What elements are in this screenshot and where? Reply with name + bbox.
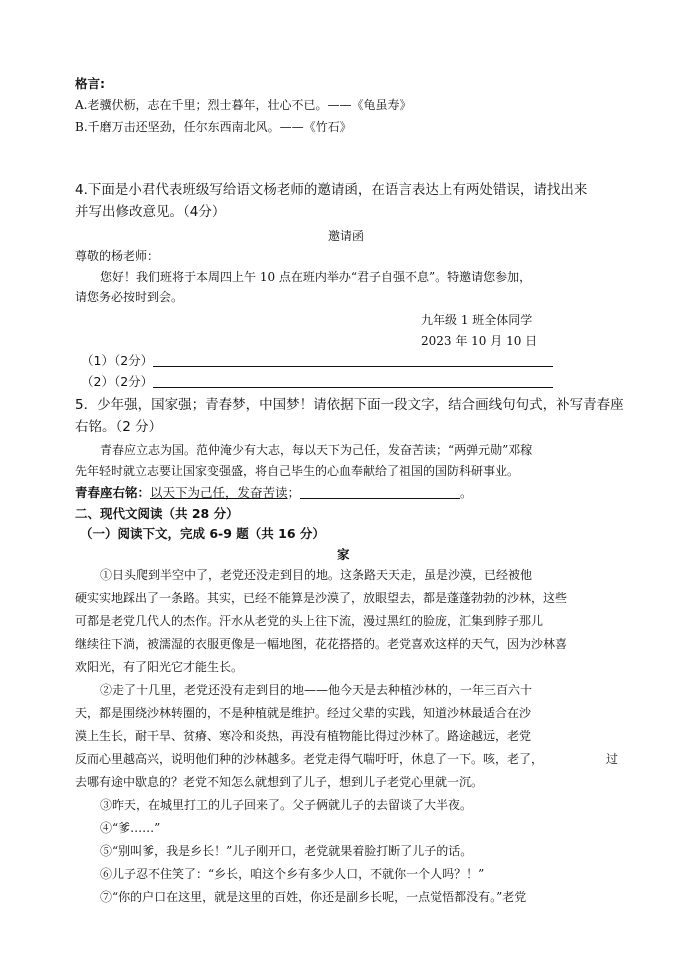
q4-answer-1-label: （1）（2分）: [81, 353, 154, 368]
letter-body-line-2: 请您务必按时到会。: [75, 290, 184, 304]
article-p6: ⑥儿子忍不住笑了：“乡长，咱这个乡有多少人口，不就你一个人吗？！”: [100, 867, 485, 881]
q5-passage-line-2: 先年轻时就立志要让国家变强盛，将自己毕生的心血奉献给了祖国的国防科研事业。: [75, 464, 520, 478]
q5-prompt-line-2: 右铭。（2 分）: [75, 419, 163, 435]
article-p5: ⑤“别叫爹，我是乡长！”儿子刚开口，老党就果着脸打断了儿子的话。: [100, 844, 473, 858]
q4-answer-2: [81, 373, 553, 391]
q4-answer-2-label: （2）（2分）: [81, 374, 154, 389]
q5-motto-given: 以天下为己任，发奋苦读: [150, 485, 288, 500]
article-p3: ③昨天，在城里打工的儿子回来了。父子俩就儿子的去留谈了大半夜。: [100, 798, 473, 812]
q5-motto-sep: ；: [287, 485, 301, 500]
article-p2-line: 漠上生长，耐干旱、贫瘠、寒冷和炎热，再没有植物能比得过沙林了。路途越远，老党: [75, 729, 532, 743]
section2-title: 二、现代文阅读（共 28 分）: [75, 506, 239, 521]
motto-heading: 格言:: [75, 76, 105, 91]
article-p7: ⑦“你的户口在这里，就是这里的百姓，你还是副乡长呢，一点觉悟都没有。”老党: [100, 890, 527, 904]
q4-answer-2-blank[interactable]: [153, 373, 553, 388]
q5-motto-end: 。: [460, 485, 473, 500]
article-p2-line: 天，都是围绕沙林转圈的，不是种植就是维护。经过父辈的实践，知道沙林最适合在沙: [75, 706, 532, 720]
section2-subtitle: （一）阅读下文，完成 6-9 题（共 16 分）: [80, 526, 325, 541]
q5-motto: [75, 484, 473, 502]
article-p4: ④“爹……”: [100, 821, 161, 835]
article-title: 家: [337, 547, 350, 562]
q4-prompt-line-2: 并写出修改意见。（4分）: [75, 204, 226, 220]
article-p1-line: ①日头爬到半空中了，老党还没走到目的地。这条路天天走，虽是沙漠，已经被他: [100, 568, 533, 582]
letter-date: 2023 年 10 月 10 日: [421, 334, 538, 348]
motto-line-b: B.千磨万击还坚劲，任尔东西南北风。——《竹石》: [75, 120, 352, 134]
motto-line-a: A.老骥伏枥，志在千里；烈士暮年，壮心不已。——《龟虽寿》: [75, 98, 412, 112]
letter-body-line-1: 您好！我们班将于本周四上午 10 点在班内举办“君子自强不息”。特邀请您参加，: [100, 270, 532, 284]
article-p1-line: 可都是老党几代人的杰作。汗水从老党的头上往下流，漫过黑红的脸庞，汇集到脖子那儿: [75, 614, 544, 628]
q5-passage-line-1: 青春应立志为国。范仲淹少有大志，每以天下为己任，发奋苦读；“两弹元勋”邓稼: [100, 443, 533, 457]
article-p2-line: 去哪有途中歇息的？老党不知怎么就想到了儿子，想到儿子老党心里就一沉。: [75, 775, 484, 789]
letter-signature: 九年级 1 班全体同学: [421, 313, 533, 327]
article-p2-tail: 过: [606, 752, 619, 766]
q5-motto-label: 青春座右铭：: [75, 485, 151, 500]
letter-title: 邀请函: [328, 229, 365, 243]
letter-salutation: 尊敬的杨老师：: [75, 249, 160, 263]
article-p1-line: 欢阳光，有了阳光它才能生长。: [75, 660, 244, 674]
q5-prompt-line-1: 5．少年强，国家强；青春梦，中国梦！请依据下面一段文字，结合画线句句式，补写青春座: [75, 397, 624, 413]
q4-answer-1-blank[interactable]: [153, 352, 553, 367]
article-p1-line: 硬实实地踩出了一条路。其实，已经不能算是沙漠了，放眼望去，都是蓬蓬勃勃的沙林，这些: [75, 591, 568, 605]
article-p1-line: 继续往下淌，被濡湿的衣服更像是一幅地图，花花搭搭的。老党喜欢这样的天气，因为沙林喜: [75, 637, 568, 651]
q5-motto-blank[interactable]: [300, 484, 460, 499]
article-p2-line: 反而心里越高兴，说明他们种的沙林越多。老党走得气喘吁吁，休息了一下。咳，老了，: [75, 752, 544, 766]
q4-prompt-line-1: 4.下面是小君代表班级写给语文杨老师的邀请函，在语言表达上有两处错误，请找出来: [75, 182, 588, 198]
q4-answer-1: [81, 352, 553, 370]
article-p2-line: ②走了十几里，老党还没有走到目的地——他今天是去种植沙林的，一年三百六十: [100, 683, 533, 697]
